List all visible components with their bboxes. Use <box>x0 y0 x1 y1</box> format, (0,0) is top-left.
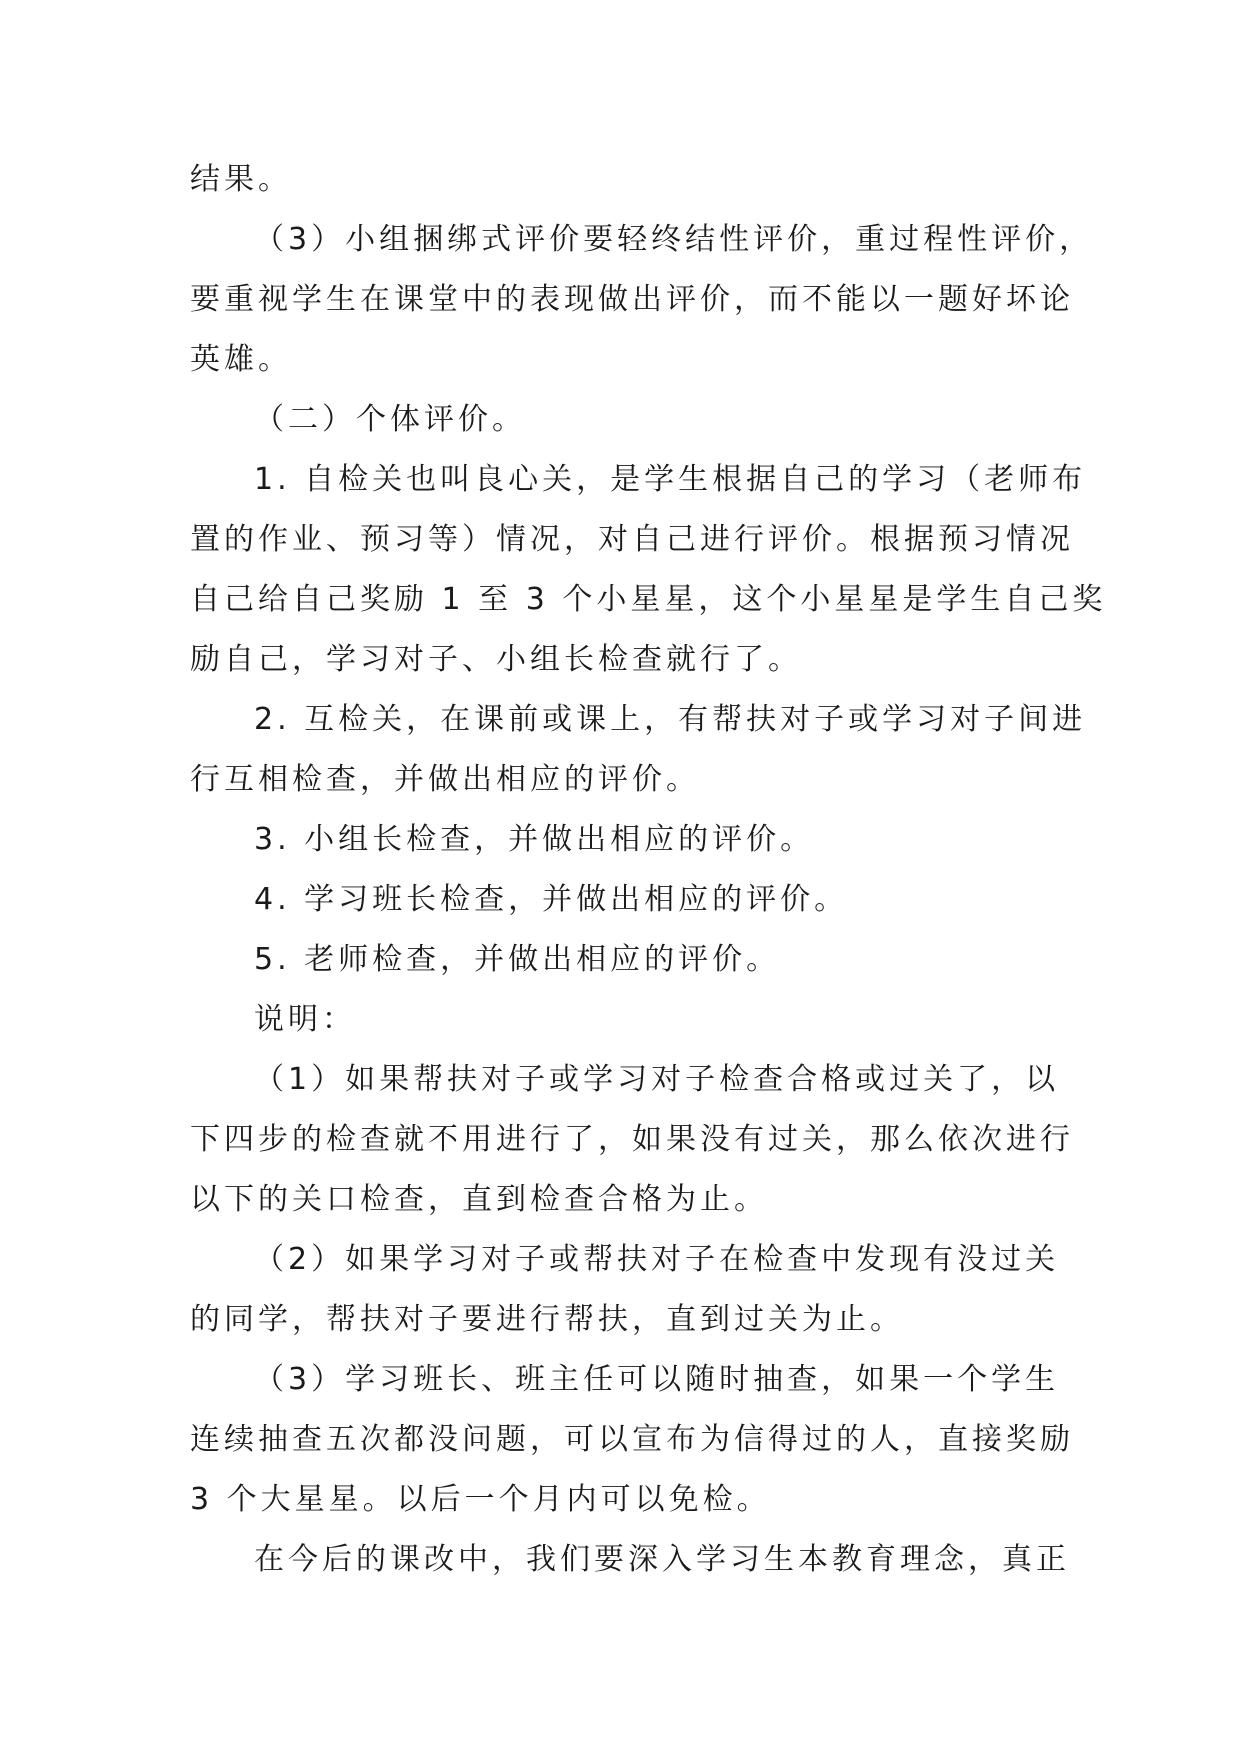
text-line: 1. 自检关也叫良心关，是学生根据自己的学习（老师布 <box>254 462 1087 497</box>
text-line: （2）如果学习对子或帮扶对子在检查中发现有没过关 <box>254 1242 1060 1277</box>
text-line: 3. 小组长检查，并做出相应的评价。 <box>254 822 815 857</box>
text-line: （3）学习班长、班主任可以随时抽查，如果一个学生 <box>254 1362 1060 1397</box>
text-line: 以下的关口检查，直到检查合格为止。 <box>190 1182 768 1217</box>
text-line: 下四步的检查就不用进行了，如果没有过关，那么依次进行 <box>190 1122 1074 1157</box>
text-line: 3 个大星星。以后一个月内可以免检。 <box>190 1482 771 1517</box>
text-line: 2. 互检关，在课前或课上，有帮扶对子或学习对子间进 <box>254 702 1087 737</box>
section-heading: （二）个体评价。 <box>254 402 526 437</box>
text-line: 连续抽查五次都没问题，可以宣布为信得过的人，直接奖励 <box>190 1422 1074 1457</box>
text-line: 的同学，帮扶对子要进行帮扶，直到过关为止。 <box>190 1302 904 1337</box>
text-line: （1）如果帮扶对子或学习对子检查合格或过关了，以 <box>254 1062 1060 1097</box>
text-line: 励自己，学习对子、小组长检查就行了。 <box>190 642 802 677</box>
text-line: 置的作业、预习等）情况，对自己进行评价。根据预习情况 <box>190 522 1074 557</box>
text-line: 在今后的课改中，我们要深入学习生本教育理念，真正 <box>254 1542 1070 1577</box>
text-line: 5. 老师检查，并做出相应的评价。 <box>254 942 781 977</box>
text-line: 说明： <box>254 1002 356 1037</box>
text-line: 要重视学生在课堂中的表现做出评价，而不能以一题好坏论 <box>190 282 1074 317</box>
text-line: 结果。 <box>190 162 292 197</box>
text-line: 英雄。 <box>190 342 292 377</box>
text-line: 行互相检查，并做出相应的评价。 <box>190 762 700 797</box>
text-line: 自己给自己奖励 1 至 3 个小星星，这个小星星是学生自己奖 <box>190 582 1107 617</box>
text-line: （3）小组捆绑式评价要轻终结性评价，重过程性评价， <box>254 222 1094 257</box>
text-line: 4. 学习班长检查，并做出相应的评价。 <box>254 882 849 917</box>
document-body <box>190 150 1107 1590</box>
